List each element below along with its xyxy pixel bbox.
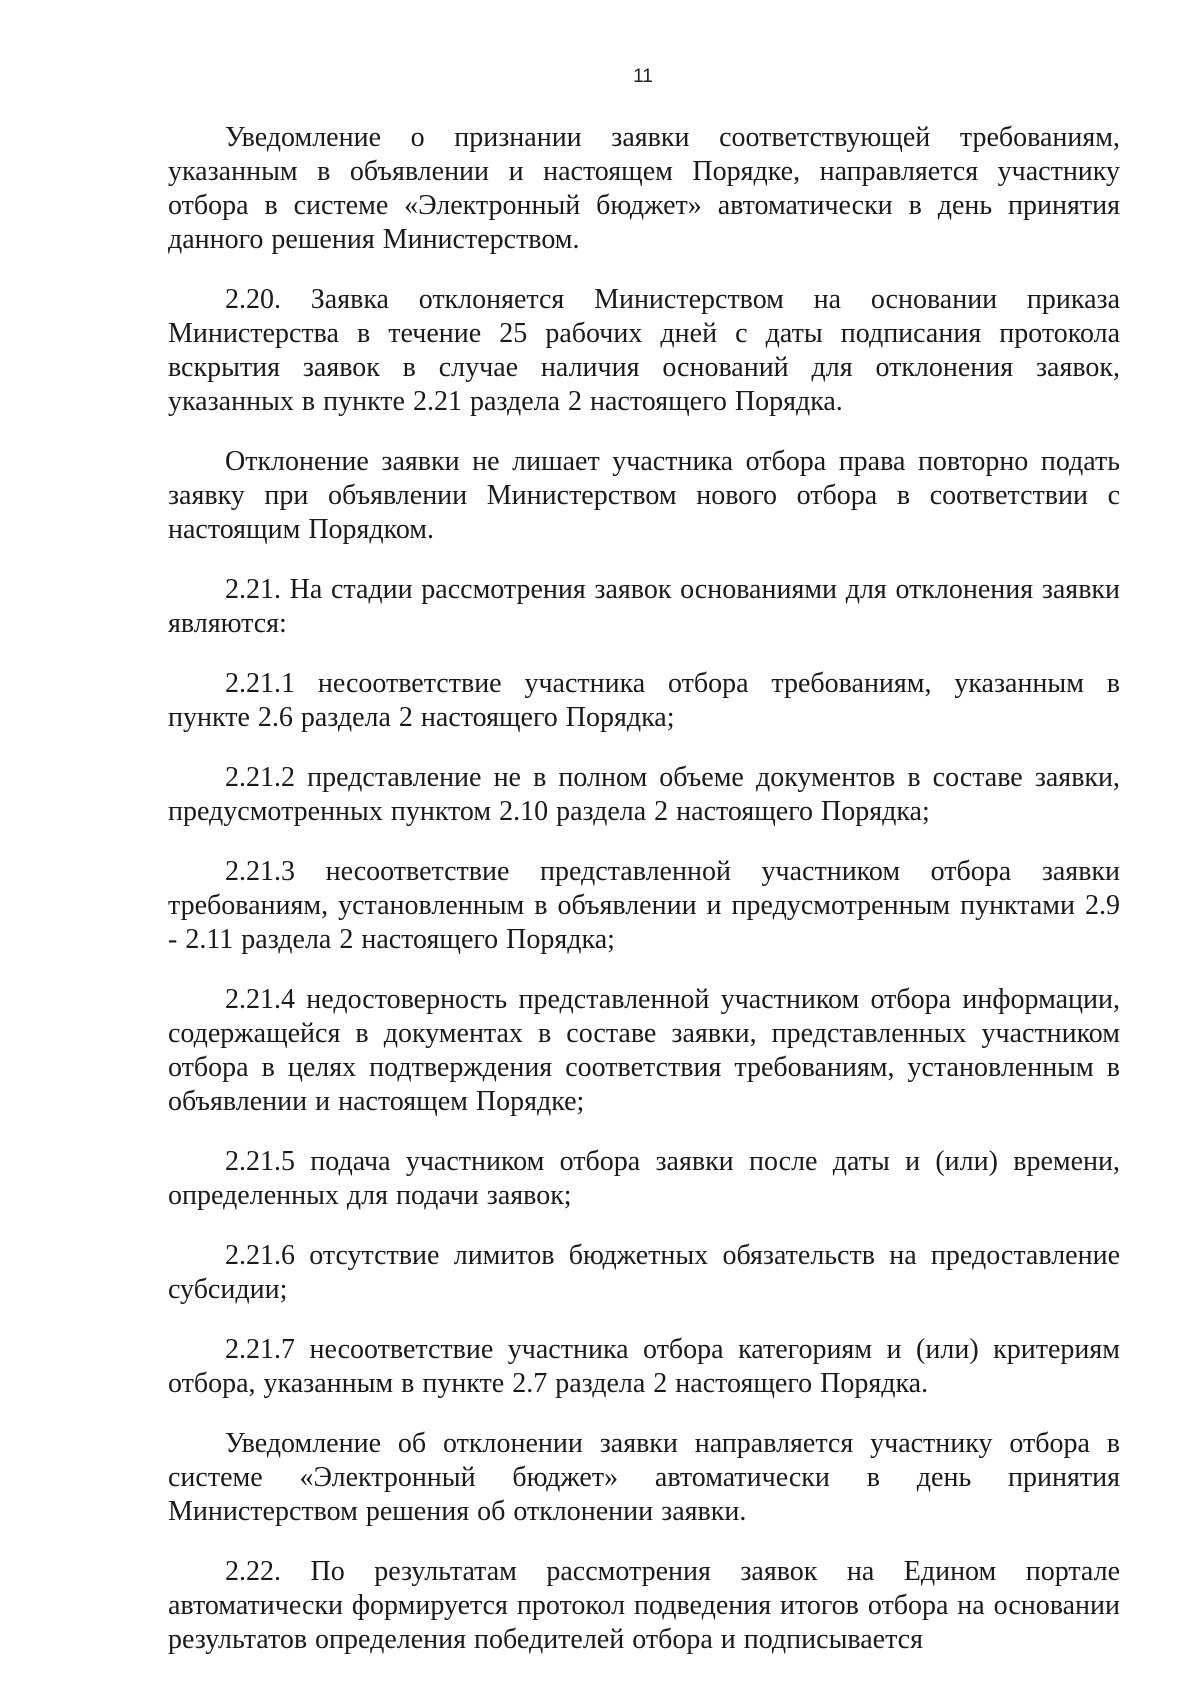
paragraph-2-21-6: 2.21.6 отсутствие лимитов бюджетных обязательств на предоставление субсидии; [168, 1240, 1120, 1305]
page-number: 11 [633, 66, 653, 87]
paragraph-2-20: 2.20. Заявка отклоняется Министерством на основании приказа Министерства в течение 25 рабочих дней с даты подписания протокола вскрытия заявок в случае наличия оснований для отклонения заявок, указанных в пункте 2.21 раздела 2 настоящего Порядка. [168, 284, 1120, 417]
document-body [168, 121, 1120, 1683]
paragraph-rejection-rights: Отклонение заявки не лишает участника отбора права повторно подать заявку при объявлении Министерством нового отбора в соответствии с настоящим Порядком. [168, 446, 1120, 545]
paragraph-2-22: 2.22. По результатам рассмотрения заявок на Едином портале автоматически формируется протокол подведения итогов отбора на основании результатов определения победителей отбора и подписывается [168, 1556, 1120, 1655]
paragraph-2-21-5: 2.21.5 подача участником отбора заявки после даты и (или) времени, определенных для подачи заявок; [168, 1146, 1120, 1211]
paragraph-2-21-4: 2.21.4 недостоверность представленной участником отбора информации, содержащейся в документах в составе заявки, представленных участником отбора в целях подтверждения соответствия требованиям, установленным в объявлении и настоящем Порядке; [168, 984, 1120, 1117]
paragraph-2-21-1: 2.21.1 несоответствие участника отбора требованиям, указанным в пункте 2.6 раздела 2 настоящего Порядка; [168, 668, 1120, 733]
paragraph-notice-acceptance: Уведомление о признании заявки соответствующей требованиям, указанным в объявлении и настоящем Порядке, направляется участнику отбора в системе «Электронный бюджет» автоматически в день принятия данного решения Министерством. [168, 122, 1120, 255]
paragraph-notice-rejection: Уведомление об отклонении заявки направляется участнику отбора в системе «Электронный бюджет» автоматически в день принятия Министерством решения об отклонении заявки. [168, 1428, 1120, 1527]
paragraph-2-21-2: 2.21.2 представление не в полном объеме документов в составе заявки, предусмотренных пунктом 2.10 раздела 2 настоящего Порядка; [168, 762, 1120, 827]
paragraph-2-21-7: 2.21.7 несоответствие участника отбора категориям и (или) критериям отбора, указанным в пункте 2.7 раздела 2 настоящего Порядка. [168, 1334, 1120, 1399]
paragraph-2-21: 2.21. На стадии рассмотрения заявок основаниями для отклонения заявки являются: [168, 574, 1120, 639]
paragraph-2-21-3: 2.21.3 несоответствие представленной участником отбора заявки требованиям, установленным в объявлении и предусмотренным пунктами 2.9 - 2.11 раздела 2 настоящего Порядка; [168, 856, 1120, 955]
